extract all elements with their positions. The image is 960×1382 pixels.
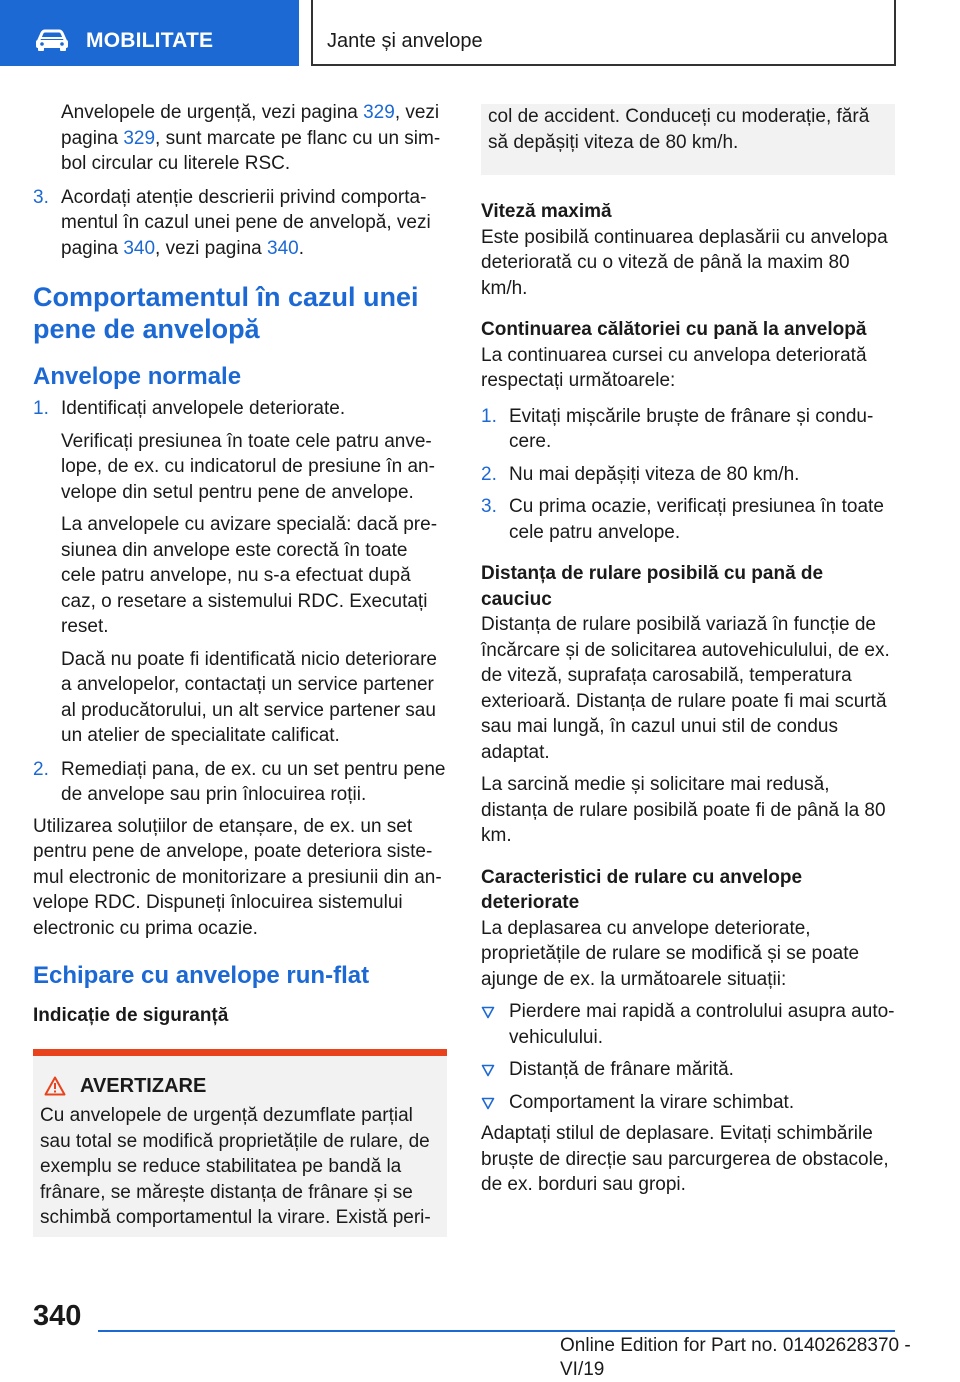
list-number: 3. <box>481 496 497 517</box>
list-item <box>33 757 447 808</box>
warning-text-continued: col de accident. Conduceți cu moderație, fără să depășiți viteza de 80 km/h. <box>488 106 870 153</box>
list-number: 2. <box>481 463 497 485</box>
step3-end: . <box>298 237 304 259</box>
right-column <box>481 104 895 1198</box>
distance-paragraph-1: Distanța de rulare posibilă variază în funcție de încărcare și de solicitarea autovehiculului, de ex. de viteză, suprafața carosabilă, temperatura exterioară. Distanța de rulare poate fi mai scurtă sau mai lungă, în cazul unui stil de condus adaptat. <box>481 614 890 763</box>
speed-paragraph: Este posibilă continuarea deplasării cu anvelopa deteriorată cu o viteză de până la maxim 80 km/h. <box>481 226 888 299</box>
heading-driving-characteristics: Caracteristici de rulare cu anvelope deteriorate <box>481 866 803 913</box>
page-link-340[interactable]: 340 <box>123 237 156 259</box>
section-label: MOBILITATE <box>86 29 214 52</box>
warning-box-continued <box>481 104 895 175</box>
list-item <box>481 494 895 545</box>
list-item <box>481 462 895 488</box>
bullet-text: Pierdere mai rapidă a controlului asupra autovehiculului. <box>509 1001 895 1048</box>
characteristics-paragraph: La deplasarea cu anvelope deteriorate, proprietățile de rulare se modifică și se poate ajunge de ex. la următoarele situații: <box>481 917 860 990</box>
step3-paragraph <box>61 185 447 262</box>
triangle-bullet-icon <box>481 1006 495 1019</box>
item1-text: Identificați anvelopele deteriorate. <box>61 398 346 419</box>
intro-text: Anvelopele de urgență, vezi pagina <box>61 102 364 123</box>
heading-normal-tires: Anvelope normale <box>33 363 242 390</box>
step-text: Cu prima ocazie, verificați presiunea în toate cele patru anvelope. <box>509 496 884 543</box>
list-number: 2. <box>33 758 49 780</box>
distance-paragraph-2: La sarcină medie și solicitare mai redusă, distanța de rulare posibilă poate fi de până la 80 km. <box>481 774 886 846</box>
triangle-bullet-icon <box>481 1097 495 1110</box>
item1-check-pressure: Verificați presiunea în toate cele patru anvelope, de ex. cu indicatorul de presiune în anvelope din setul pentru pene de anvelope. <box>61 430 435 503</box>
item1-no-damage: Dacă nu poate fi identificată nicio deteriorare a anvelopelor, contactați un service partener al producătorului, un alt service partener sau un atelier de specialitate calificat. <box>61 648 438 746</box>
continue-paragraph: La continuarea cursei cu anvelopa deteriorată respectați următoarele: <box>481 344 867 391</box>
step-text: Evitați mișcările bruște de frânare și conducere. <box>509 405 874 452</box>
warning-title: AVERTIZARE <box>80 1074 207 1097</box>
page-link-340b[interactable]: 340 <box>267 237 299 259</box>
heading-run-distance: Distanța de rulare posibilă cu pană de cauciuc <box>481 563 824 610</box>
car-icon <box>34 28 70 52</box>
list-number: 1. <box>481 405 497 427</box>
list-item <box>481 404 895 455</box>
step-text: Nu mai depășiți viteza de 80 km/h. <box>509 463 800 485</box>
list-item <box>481 1057 895 1083</box>
page-link-329b[interactable]: 329 <box>123 127 156 149</box>
page-link-329[interactable]: 329 <box>363 102 395 123</box>
list-item <box>33 396 447 749</box>
warning-title-row <box>40 1074 439 1100</box>
chapter-label: Jante și anvelope <box>327 30 483 52</box>
sealant-paragraph: Utilizarea soluțiilor de etanșare, de ex. un set pentru pene de anvelope, poate deteriora sistemul electronic de monitorizare a presiunii din anvelope RDC. Dispuneți înlocuirea sistemului electronic cu prima ocazie. <box>33 815 442 939</box>
list-number: 3. <box>33 186 49 208</box>
adapt-paragraph: Adaptați stilul de deplasare. Evitați schimbările bruște de direcție sau parcurgerea de obstacole, de ex. borduri sau gropi. <box>481 1123 889 1195</box>
footer-edition: Online Edition for Part no. 01402628370 - VI/19 <box>560 1335 911 1380</box>
heading-safety-note: Indicație de siguranță <box>33 1005 229 1026</box>
page-header <box>0 0 960 66</box>
list-item <box>481 1090 895 1116</box>
section-tab-mobilitate[interactable] <box>0 0 299 66</box>
bullet-text: Distanță de frânare mărită. <box>509 1059 734 1080</box>
page-number: 340 <box>33 1300 82 1332</box>
warning-triangle-icon <box>44 1076 66 1096</box>
warning-box <box>33 1049 447 1237</box>
triangle-bullet-icon <box>481 1064 495 1077</box>
chapter-tab[interactable] <box>311 0 896 66</box>
step3-mid: , vezi pagina <box>155 237 268 259</box>
intro-mid: , vezi pagina <box>61 102 440 149</box>
step3-text: Acordați atenție descrierii privind comportamentul în cazul unei pene de anvelopă, vezi pagina <box>61 186 431 259</box>
intro-paragraph <box>33 100 447 177</box>
list-item <box>481 999 895 1050</box>
list-item <box>33 185 447 262</box>
left-column <box>33 100 447 1237</box>
heading-max-speed: Viteză maximă <box>481 201 612 222</box>
heading-flat-tire-behavior: Comportamentul în cazul unei pene de anvelopă <box>33 282 419 344</box>
item1-special-warning: La anvelopele cu avizare specială: dacă presiunea din anvelope este corectă în toate cele patru anvelope, nu s-a efectuat după caz, o resetare a sistemului RDC. Executați reset. <box>61 514 438 637</box>
heading-continue-journey: Continuarea călătoriei cu pană la anvelopă <box>481 319 867 340</box>
footer-divider <box>98 1330 895 1332</box>
list-number: 1. <box>33 398 49 419</box>
intro-end: , sunt marcate pe flanc cu un simbol circular cu literele RSC. <box>61 127 441 174</box>
warning-text: Cu anvelopele de urgență dezumflate parțial sau total se modifică proprietățile de rulare, de exemplu se reduce stabilitatea pe bandă la frânare, se mărește distanța de frânare și se schimbă comportamentul la virare. Există peri- <box>40 1105 431 1228</box>
bullet-text: Comportament la virare schimbat. <box>509 1091 795 1113</box>
heading-runflat: Echipare cu anvelope run-flat <box>33 962 370 989</box>
item2-text: Remediați pana, de ex. cu un set pentru pene de anvelope sau prin înlocuirea roții. <box>61 758 446 805</box>
